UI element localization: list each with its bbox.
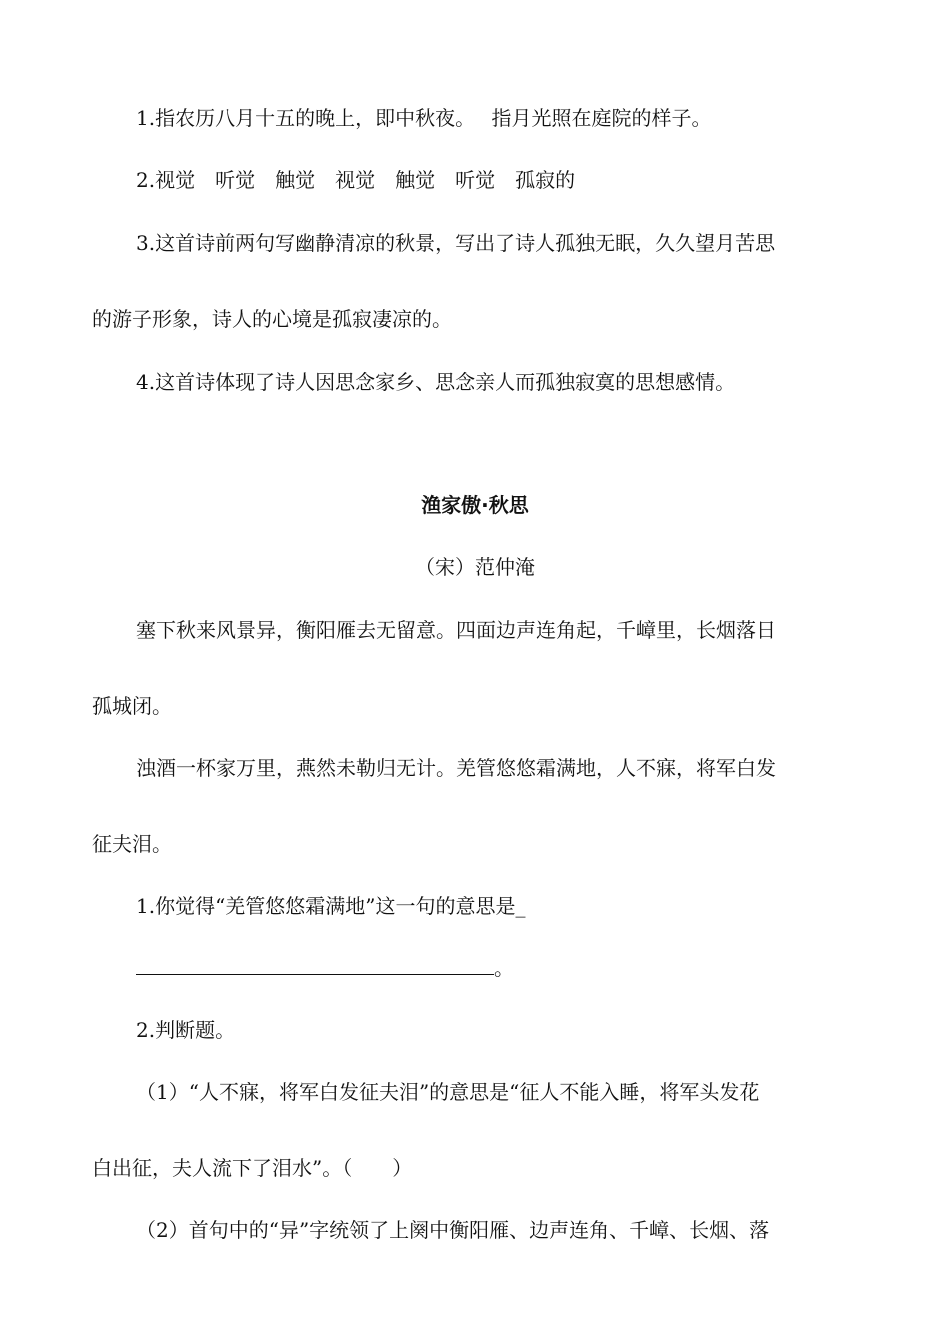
question-1: 1.你觉得“羌管悠悠霜满地”这一句的意思是_ [136, 894, 526, 918]
answer-3-line-2: 的游子形象，诗人的心境是孤寂凄凉的。 [92, 307, 452, 331]
poem-stanza-2-line-1: 浊酒一杯家万里，燕然未勒归无计。羌管悠悠霜满地，人不寐，将军白发 [136, 756, 776, 780]
question-1-answer-line[interactable] [136, 954, 858, 982]
question-2-1-line-2[interactable]: 白出征，夫人流下了泪水”。（ ） [92, 1156, 413, 1180]
answer-3-line-1: 3.这首诗前两句写幽静清凉的秋景，写出了诗人孤独无眠，久久望月苦思 [136, 231, 776, 255]
question-1-period: 。 [494, 956, 514, 980]
question-2-heading: 2.判断题。 [136, 1018, 236, 1042]
answer-1: 1.指农历八月十五的晚上，即中秋夜。 指月光照在庭院的样子。 [136, 106, 712, 130]
poem-title: 渔家傲·秋思 [421, 493, 529, 517]
poem-stanza-1-line-2: 孤城闭。 [92, 694, 172, 718]
poem-stanza-2-line-2: 征夫泪。 [92, 832, 172, 856]
poem-stanza-1-line-1: 塞下秋来风景异，衡阳雁去无留意。四面边声连角起，千嶂里，长烟落日 [136, 618, 776, 642]
poem-author: （宋）范仲淹 [415, 555, 535, 579]
answer-4: 4.这首诗体现了诗人因思念家乡、思念亲人而孤独寂寞的思想感情。 [136, 370, 736, 394]
question-2-1-line-1: （1）“人不寐，将军白发征夫泪”的意思是“征人不能入睡，将军头发花 [136, 1080, 760, 1104]
answer-blank[interactable] [136, 954, 494, 975]
question-2-2-line-1: （2）首句中的“异”字统领了上阕中衡阳雁、边声连角、千嶂、长烟、落 [136, 1218, 770, 1242]
answer-2: 2.视觉 听觉 触觉 视觉 触觉 听觉 孤寂的 [136, 168, 576, 192]
